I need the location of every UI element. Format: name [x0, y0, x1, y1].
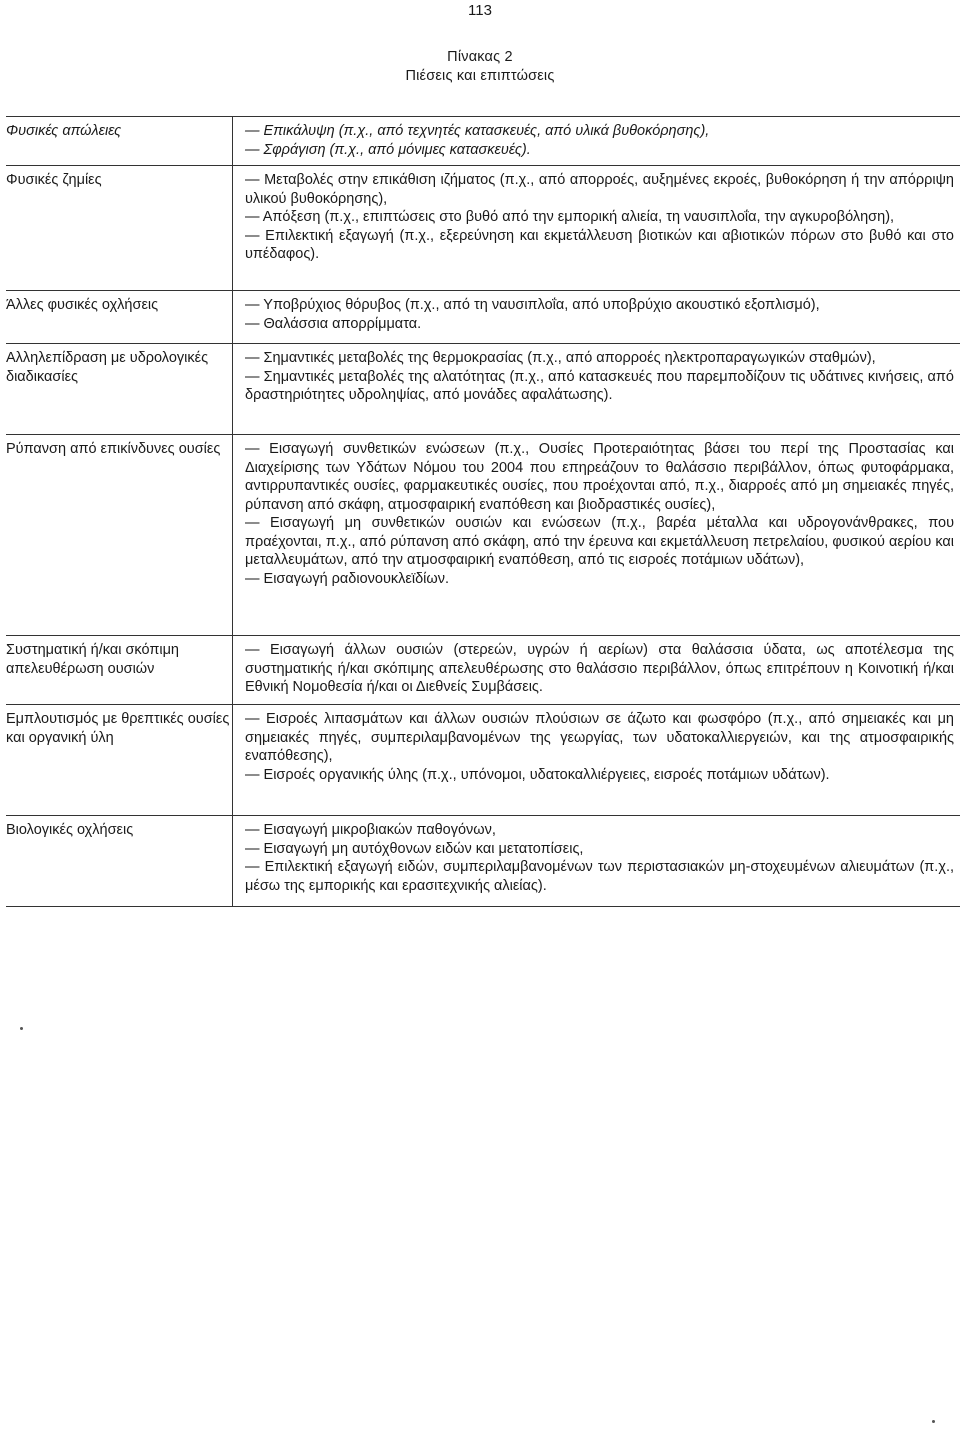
table-row [6, 343, 960, 434]
item-text: — Επιλεκτική εξαγωγή ειδών, συμπεριλαμβανομένων των περιστασιακών μη-στοχευμένων αλιευμάτων (π.χ., μέσω της εμπορικής και ερασιτεχνικής αλιείας). [245, 859, 954, 894]
table-caption [0, 48, 960, 86]
item-text: — Εισαγωγή άλλων ουσιών (στερεών, υγρών ή αερίων) στα θαλάσσια ύδατα, ως αποτέλεσμα της συστηματικής ή/και σκόπιμης απελευθέρωσης στο θαλάσσιο περιβάλλον, όπως επιτρέπουν η Κοινοτική ή/και Εθνική Νομοθεσία ή/και οι Διεθνείς Συμβάσεις. [245, 642, 954, 695]
items-cell [232, 636, 960, 704]
item-text: — Εισαγωγή ραδιονουκλεϊδίων. [245, 570, 449, 587]
item-text: — Εισροές λιπασμάτων και άλλων ουσιών πλούσιων σε άζωτο και φωσφόρο (π.χ., από σημειακές και μη σημειακές πηγές, συμπεριλαμβανομένων της γεωργίας, των υδατοκαλλιεργειών, και της ατμοσφαιρικής εναπόθεσης), [245, 711, 954, 764]
pressures-table [6, 116, 960, 907]
table-number: Πίνακας 2 [447, 49, 513, 65]
item-text: — Εισαγωγή μικροβιακών παθογόνων, [245, 822, 496, 838]
item-text: — Εισαγωγή μη αυτόχθονων ειδών και μετατοπίσεις, [245, 840, 584, 857]
category-cell: Εμπλουτισμός με θρεπτικές ουσίες και οργανική ύλη [6, 711, 230, 746]
item-text: — Μεταβολές στην επικάθιση ιζήματος (π.χ., από απορροές, αυξημένες εκροές, βυθοκόρηση ή την απόρριψη υλικού βυθοκόρησης), [245, 172, 954, 207]
table-row [6, 635, 960, 704]
table-row [6, 704, 960, 815]
category-cell: Φυσικές απώλειες [6, 123, 122, 139]
item-text: — Επικάλυψη (π.χ., από τεχνητές κατασκευές, από υλικά βυθοκόρησης), [245, 123, 710, 139]
items-cell [232, 344, 960, 434]
item-text: — Θαλάσσια απορρίμματα. [245, 315, 422, 332]
items-cell [232, 117, 960, 165]
item-text: — Απόξεση (π.χ., επιπτώσεις στο βυθό από την εμπορική αλιεία, τη ναυσιπλοΐα, την αγκυροβόληση), [245, 209, 895, 225]
category-cell: Ρύπανση από επικίνδυνες ουσίες [6, 441, 221, 457]
table-row [6, 165, 960, 290]
item-text: — Σημαντικές μεταβολές της αλατότητας (π.χ., από κατασκευές που παρεμποδίζουν τις υδάτινες κινήσεις, από δραστηριότητες υδροληψίας, από μονάδες αφαλάτωσης). [245, 368, 954, 403]
table-row [6, 116, 960, 165]
items-cell [232, 435, 960, 635]
items-cell [232, 166, 960, 290]
items-cell [232, 705, 960, 815]
items-cell [232, 291, 960, 343]
table-row [6, 434, 960, 635]
category-cell: Φυσικές ζημίες [6, 172, 102, 188]
item-text: — Εισροές οργανικής ύλης (π.χ., υπόνομοι, υδατοκαλλιέργειες, εισροές ποτάμιων υδάτων). [245, 766, 830, 783]
table-row [6, 290, 960, 343]
page-number: 113 [468, 2, 492, 19]
item-text: — Υποβρύχιος θόρυβος (π.χ., από τη ναυσιπλοΐα, από υποβρύχιο ακουστικό εξοπλισμό), [245, 297, 820, 313]
scan-speck [932, 1420, 935, 1423]
table-title: Πιέσεις και επιπτώσεις [405, 68, 555, 84]
category-cell: Άλλες φυσικές οχλήσεις [6, 297, 159, 313]
table-row [6, 815, 960, 906]
category-cell: Συστηματική ή/και σκόπιμη απελευθέρωση ουσιών [6, 642, 179, 677]
category-cell: Αλληλεπίδραση με υδρολογικές διαδικασίες [6, 350, 209, 385]
item-text: — Εισαγωγή μη συνθετικών ουσιών και ενώσεων (π.χ., βαρέα μέταλλα και υδρογονάνθρακες, που πραέχονται, π.χ., από ρύπανση από σκάφη, από την έρευνα και εκμετάλλευση πετρελαίου, φυσικού αερίου και μεταλλευμάτων, από την ατμοσφαιρική εναπόθεση, από τις εισροές ποτάμιων υδάτων), [245, 515, 954, 568]
item-text: — Εισαγωγή συνθετικών ενώσεων (π.χ., Ουσίες Προτεραιότητας βάσει του περί της Προστασίας και Διαχείρισης των Υδάτων Νόμου του 2004 που επηρεάζουν το θαλάσσιο περιβάλλον, όπως φυτοφάρμακα, αντιρρυπαντικές ουσίες, φαρμακευτικές ουσίες, που προέχονται από, π.χ., διαρροές από μη σημειακές πηγές, ρύπανση από σκάφη, ατμοσφαιρική εναπόθεση και βιοδραστικές ουσίες), [245, 441, 954, 513]
items-cell [232, 816, 960, 906]
item-text: — Σφράγιση (π.χ., από μόνιμες κατασκευές). [245, 141, 531, 158]
scan-speck [20, 1027, 23, 1030]
item-text: — Επιλεκτική εξαγωγή (π.χ., εξερεύνηση και εκμετάλλευση βιοτικών και αβιοτικών πόρων στο βυθό και στο υπέδαφος). [245, 227, 954, 262]
item-text: — Σημαντικές μεταβολές της θερμοκρασίας (π.χ., από απορροές ηλεκτροπαραγωγικών σταθμών), [245, 350, 876, 366]
category-cell: Βιολογικές οχλήσεις [6, 822, 134, 838]
